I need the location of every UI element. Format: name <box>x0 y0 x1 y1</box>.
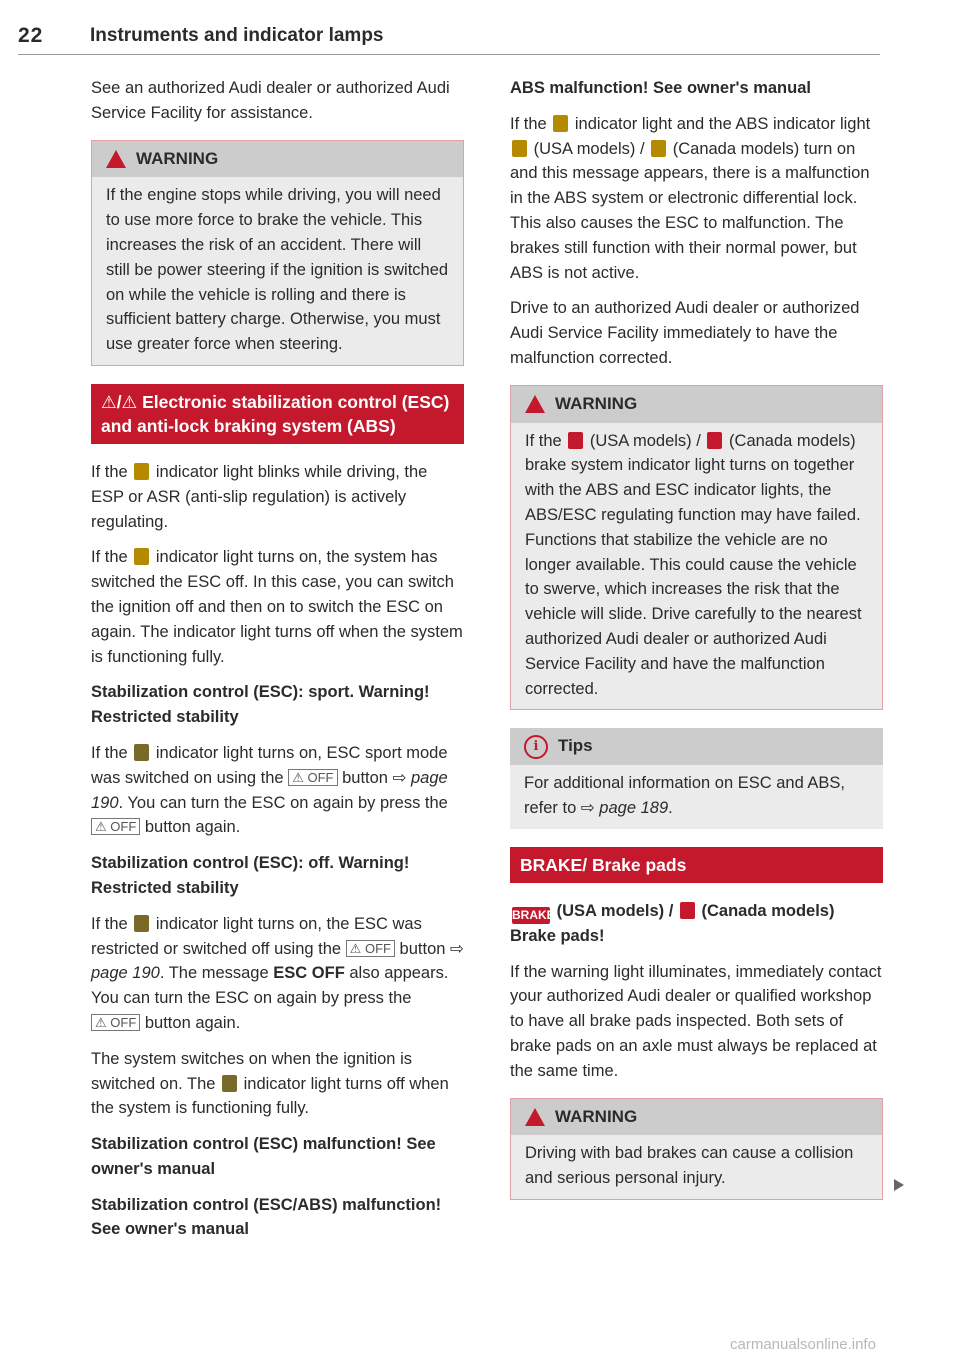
brake-usa-icon <box>568 432 583 449</box>
abs-canada-icon <box>651 140 666 157</box>
heading-esc-off: Stabilization control (ESC): off. Warning! Restricted stability <box>91 854 410 897</box>
heading-abs-malfunction: ABS malfunction! See owner's manual <box>510 79 811 97</box>
arrow-icon: ⇨ <box>392 768 407 787</box>
paragraph-esc-blinks: If the indicator light blinks while driving, the ESP or ASR (anti-slip regulation) is actively regulating. <box>91 462 428 531</box>
paragraph-esc-sport: If the indicator light turns on, ESC sport mode was switched on using the ⚠ OFF button ⇨ page 190. You can turn the ESC on again by press the ⚠ OFF button again. <box>91 743 448 837</box>
paragraph-brake-pads: If the warning light illuminates, immediately contact your authorized Audi dealer or qualified workshop to have all brake pads inspected. Both sets of brake pads on an axle must always be replaced at the same time. <box>510 962 882 1080</box>
esc-off-indicator-icon <box>134 744 149 761</box>
esc-indicator-icon: ⚠/⚠ <box>101 391 143 412</box>
intro-text: See an authorized Audi dealer or authorized Audi Service Facility for assistance. <box>91 79 450 122</box>
esc-off-button: ⚠ OFF <box>91 1014 140 1031</box>
warning-triangle-icon <box>525 395 545 413</box>
page-number: 22 <box>18 24 44 47</box>
heading-esc-malfunction: Stabilization control (ESC) malfunction! See owner's manual <box>91 1135 436 1178</box>
section-title-esc-abs: ⚠/⚠ Electronic stabilization control (ESC) and anti-lock braking system (ABS) <box>91 384 464 444</box>
right-column <box>510 76 883 1218</box>
esc-off-button: ⚠ OFF <box>288 769 337 786</box>
abs-usa-icon <box>512 140 527 157</box>
esc-indicator-icon <box>134 548 149 565</box>
info-icon: i <box>524 735 548 759</box>
warning-text: If the (USA models) / (Canada models) brake system indicator light turns on together with the ABS and ESC indicator lights, the ABS/ESC regulating function may have failed. Functions that stabilize the vehicle are no longer available. This could cause the vehicle to swerve, which increases the risk that the vehicle will slide. Drive carefully to the nearest authorized Audi dealer or authorized Audi Service Facility and have the malfunction corrected. <box>525 431 862 698</box>
warning-title: WARNING <box>136 148 219 168</box>
brake-pads-canada-icon <box>680 902 695 919</box>
heading-esc-sport: Stabilization control (ESC): sport. Warning! Restricted stability <box>91 683 430 727</box>
paragraph-drive-dealer: Drive to an authorized Audi dealer or authorized Audi Service Facility immediately to have the malfunction corrected. <box>510 299 860 367</box>
continue-arrow-icon <box>894 1179 904 1191</box>
warning-header <box>511 386 882 423</box>
warning-box-engine <box>91 140 464 366</box>
watermark: carmanualsonline.info <box>730 1336 876 1353</box>
tips-title: Tips <box>558 736 593 756</box>
left-column <box>91 76 464 1253</box>
arrow-icon: ⇨ <box>450 939 464 958</box>
warning-header <box>511 1099 882 1136</box>
page-header <box>18 24 880 55</box>
warning-text: If the engine stops while driving, you will need to use more force to brake the vehicle. This increases the risk of an accident. There will still be power steering if the ignition is switched on while the vehicle is rolling and there is sufficient battery charge. Otherwise, you must use greater force when steering. <box>106 186 449 354</box>
paragraph-esc-off: If the indicator light turns on, the ESC was restricted or switched off using the ⚠ OFF button ⇨ page 190. The message ESC OFF also appears. You can turn the ESC on again by press the ⚠ OFF button again. <box>91 914 464 1032</box>
paragraph-esc-on: If the indicator light turns on, the system has switched the ESC off. In this case, you can switch the ignition off and then on to switch the ESC on again. The indicator light turns off when the system is functioning fully. <box>91 548 463 666</box>
esc-off-indicator-icon <box>222 1075 237 1092</box>
tips-text: For additional information on ESC and ABS, refer to ⇨ page 189. <box>524 774 846 817</box>
warning-triangle-icon <box>525 1108 545 1126</box>
paragraph-system-on: The system switches on when the ignition is switched on. The indicator light turns off when the system is functioning fully. <box>91 1049 449 1118</box>
esc-indicator-icon <box>134 463 149 480</box>
warning-text: Driving with bad brakes can cause a collision and serious personal injury. <box>525 1144 854 1188</box>
esc-indicator-icon <box>553 115 568 132</box>
heading-esc-abs-malfunction: Stabilization control (ESC/ABS) malfunction! See owner's manual <box>91 1195 442 1239</box>
brake-canada-icon <box>707 432 722 449</box>
chapter-title: Instruments and indicator lamps <box>90 25 384 46</box>
warning-title: WARNING <box>555 1106 638 1126</box>
paragraph-abs: If the indicator light and the ABS indicator light (USA models) / (Canada models) turn on and this message appears, there is a malfunction in the ABS system or electronic differential lock. This also causes the ESC to malfunction. The brakes still function with their normal power, but ABS is not active. <box>510 114 871 282</box>
heading-brake-pads: BRAKE (USA models) / (Canada models) Brake pads! <box>510 901 835 945</box>
warning-box-brake-system <box>510 385 883 711</box>
tips-header <box>510 728 883 765</box>
esc-off-button: ⚠ OFF <box>91 818 140 835</box>
esc-off-button: ⚠ OFF <box>346 940 395 957</box>
esc-off-indicator-icon <box>134 915 149 932</box>
warning-header <box>92 141 463 178</box>
tips-box <box>510 728 883 828</box>
warning-title: WARNING <box>555 393 638 413</box>
warning-box-bad-brakes <box>510 1098 883 1200</box>
arrow-icon: ⇨ <box>580 798 595 817</box>
brake-warning-icon: BRAKE <box>512 907 555 922</box>
warning-triangle-icon <box>106 150 126 168</box>
section-title-brake-pads: BRAKE/ Brake pads <box>510 847 883 883</box>
